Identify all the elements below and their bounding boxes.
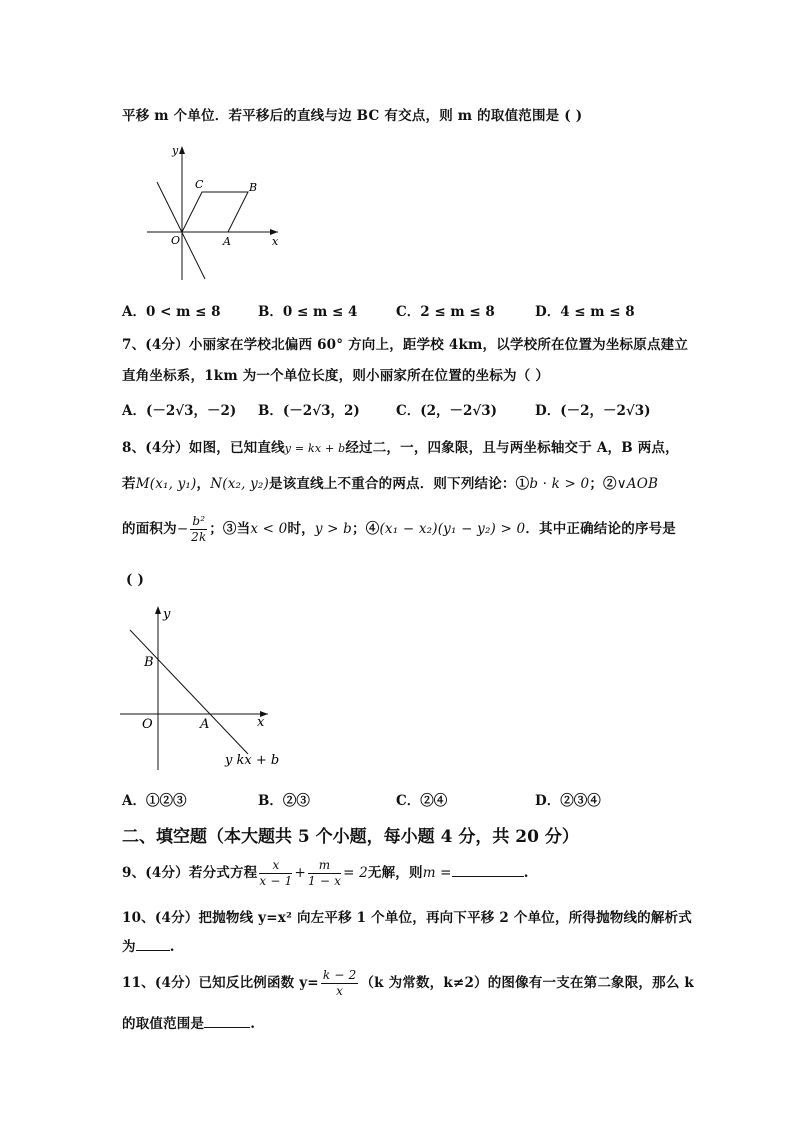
q8-label-eq: y kx + b bbox=[225, 753, 280, 768]
q8-answer-paren: ( ) bbox=[126, 572, 145, 588]
q9-f1-den: x − 1 bbox=[259, 874, 293, 888]
q8-label-y: y bbox=[163, 607, 171, 622]
q10-line2-prefix: 为 bbox=[122, 939, 136, 955]
q6-option-b: B．0 ≤ m ≤ 4 bbox=[258, 304, 358, 320]
q8-y-arrow bbox=[155, 606, 161, 614]
q8-cond-4: (x₁ − x₂)(y₁ − y₂) > 0 bbox=[379, 521, 526, 537]
q8-point-n: N(x₂, y₂) bbox=[210, 476, 270, 492]
q11-suffix: （k 为常数，k≠2）的图像有一支在第二象限，那么 k bbox=[360, 975, 694, 991]
q8-line2-a: 若 bbox=[122, 476, 136, 492]
q8-label-a: A bbox=[200, 717, 210, 732]
q11-line2 bbox=[122, 1012, 255, 1032]
q7-option-c: C．(2，－2√3) bbox=[396, 403, 498, 419]
q6-label-c: C bbox=[195, 178, 204, 191]
q6-label-b: B bbox=[249, 181, 258, 194]
q8-triangle-aob: ∨AOB bbox=[616, 476, 659, 492]
q6-option-a: A．0 < m ≤ 8 bbox=[122, 304, 221, 320]
q7-option-d: D．(－2，－2√3) bbox=[535, 403, 651, 419]
q6-option-c: C．2 ≤ m ≤ 8 bbox=[396, 304, 495, 320]
q6-y-arrow bbox=[179, 146, 185, 154]
q7-line2: 直角坐标系，1km 为一个单位长度，则小丽家所在位置的坐标为（ ） bbox=[122, 368, 550, 384]
q9-fraction-2 bbox=[308, 858, 341, 889]
q8-line2 bbox=[122, 472, 658, 492]
q11-line2-end: . bbox=[250, 1016, 256, 1032]
q8-line-kxb bbox=[130, 630, 248, 754]
q8-line2-e: 是该直线上不重合的两点．则下列结论：① bbox=[269, 476, 530, 492]
q6-label-y: y bbox=[172, 144, 179, 157]
q8-line3-d: 时， bbox=[287, 521, 315, 537]
q8-line3-a: 的面积为 bbox=[122, 521, 177, 537]
q11-prefix: 11、(4分）已知反比例函数 y= bbox=[122, 975, 319, 991]
q9-plus: + bbox=[294, 865, 306, 881]
q9-var: m = bbox=[422, 865, 452, 881]
q8-line3-h: ．其中正确结论的序号是 bbox=[525, 521, 677, 537]
q9-f1-num: x bbox=[259, 858, 292, 874]
q8-line1-prefix: 8、(4分）如图，已知直线 bbox=[122, 440, 285, 456]
q7-option-a: A．(－2√3，－2) bbox=[122, 403, 237, 419]
q8-line1-equation: y = kx + b bbox=[284, 442, 346, 455]
q9-mid: 无解，则 bbox=[367, 865, 423, 881]
q8-cond-y: y > b bbox=[314, 521, 353, 537]
q6-option-d: D．4 ≤ m ≤ 8 bbox=[535, 304, 635, 320]
q8-line1 bbox=[122, 436, 679, 456]
q8-figure bbox=[118, 604, 288, 776]
q8-cond-1: b · k > 0 bbox=[529, 476, 590, 492]
q6-figure bbox=[145, 142, 285, 282]
q9-f2-den: 1 − x bbox=[307, 874, 342, 888]
q8-minus: − bbox=[176, 521, 189, 537]
q6-label-a: A bbox=[223, 235, 231, 248]
q9-prefix: 9、(4分）若分式方程 bbox=[122, 865, 258, 881]
q11-answer-blank[interactable] bbox=[204, 1015, 250, 1028]
q6-parallelogram bbox=[182, 192, 248, 232]
q9-line bbox=[122, 858, 529, 889]
q9-f2-num: m bbox=[308, 858, 341, 874]
q10-line1: 10、(4分）把抛物线 y=x² 向左平移 1 个单位，再向下平移 2 个单位，所得抛物线的解析式 bbox=[122, 910, 692, 926]
q8-point-m: M(x₁, y₁) bbox=[135, 476, 197, 492]
q6-label-o: O bbox=[171, 234, 181, 247]
q6-line-l bbox=[157, 182, 205, 279]
q7-line1: 7、(4分）小丽家在学校北偏西 60° 方向上，距学校 4km，以学校所在位置为坐标原点建立 bbox=[122, 337, 689, 353]
q8-label-o: O bbox=[142, 717, 153, 732]
q8-line3-f: ；④ bbox=[352, 521, 380, 537]
q11-line1 bbox=[122, 968, 694, 999]
q11-f-den: x bbox=[336, 984, 344, 998]
q6-stem-tail: 平移 m 个单位．若平移后的直线与边 BC 有交点，则 m 的取值范围是 ( ) bbox=[122, 108, 583, 124]
q8-area-fraction bbox=[190, 514, 207, 545]
q10-line2 bbox=[122, 935, 175, 955]
q8-line3-b: ；③当 bbox=[209, 521, 251, 537]
q11-f-num: k − 2 bbox=[322, 968, 357, 982]
q8-option-b: B．②③ bbox=[258, 793, 310, 809]
q10-line2-end: . bbox=[169, 939, 175, 955]
q7-option-b: B．(－2√3，2) bbox=[258, 403, 360, 419]
q8-frac-num: b² bbox=[192, 514, 206, 528]
q11-line2-prefix: 的取值范围是 bbox=[122, 1016, 205, 1032]
q8-label-x: x bbox=[257, 715, 265, 730]
q9-answer-blank[interactable] bbox=[452, 864, 524, 877]
q6-label-x: x bbox=[272, 235, 279, 248]
q9-end: . bbox=[523, 865, 529, 881]
q11-fraction bbox=[321, 968, 359, 999]
q9-fraction-1 bbox=[259, 858, 292, 889]
q10-answer-blank[interactable] bbox=[136, 938, 170, 951]
q8-line3 bbox=[122, 514, 676, 545]
q8-line2-g: ；② bbox=[589, 476, 617, 492]
q8-option-c: C．②④ bbox=[396, 793, 448, 809]
q8-cond-x: x < 0 bbox=[250, 521, 288, 537]
q8-frac-den: 2k bbox=[191, 530, 207, 544]
section-title: 二、填空题（本大题共 5 个小题，每小题 4 分，共 20 分） bbox=[122, 827, 579, 847]
q8-option-d: D．②③④ bbox=[535, 793, 601, 809]
q8-option-a: A．①②③ bbox=[122, 793, 187, 809]
q9-equals: = 2 bbox=[343, 865, 368, 881]
q8-line1-suffix: 经过二，一，四象限，且与两坐标轴交于 A，B 两点， bbox=[345, 440, 679, 456]
q8-label-b: B bbox=[144, 655, 154, 670]
q8-line2-c: ， bbox=[196, 476, 211, 492]
